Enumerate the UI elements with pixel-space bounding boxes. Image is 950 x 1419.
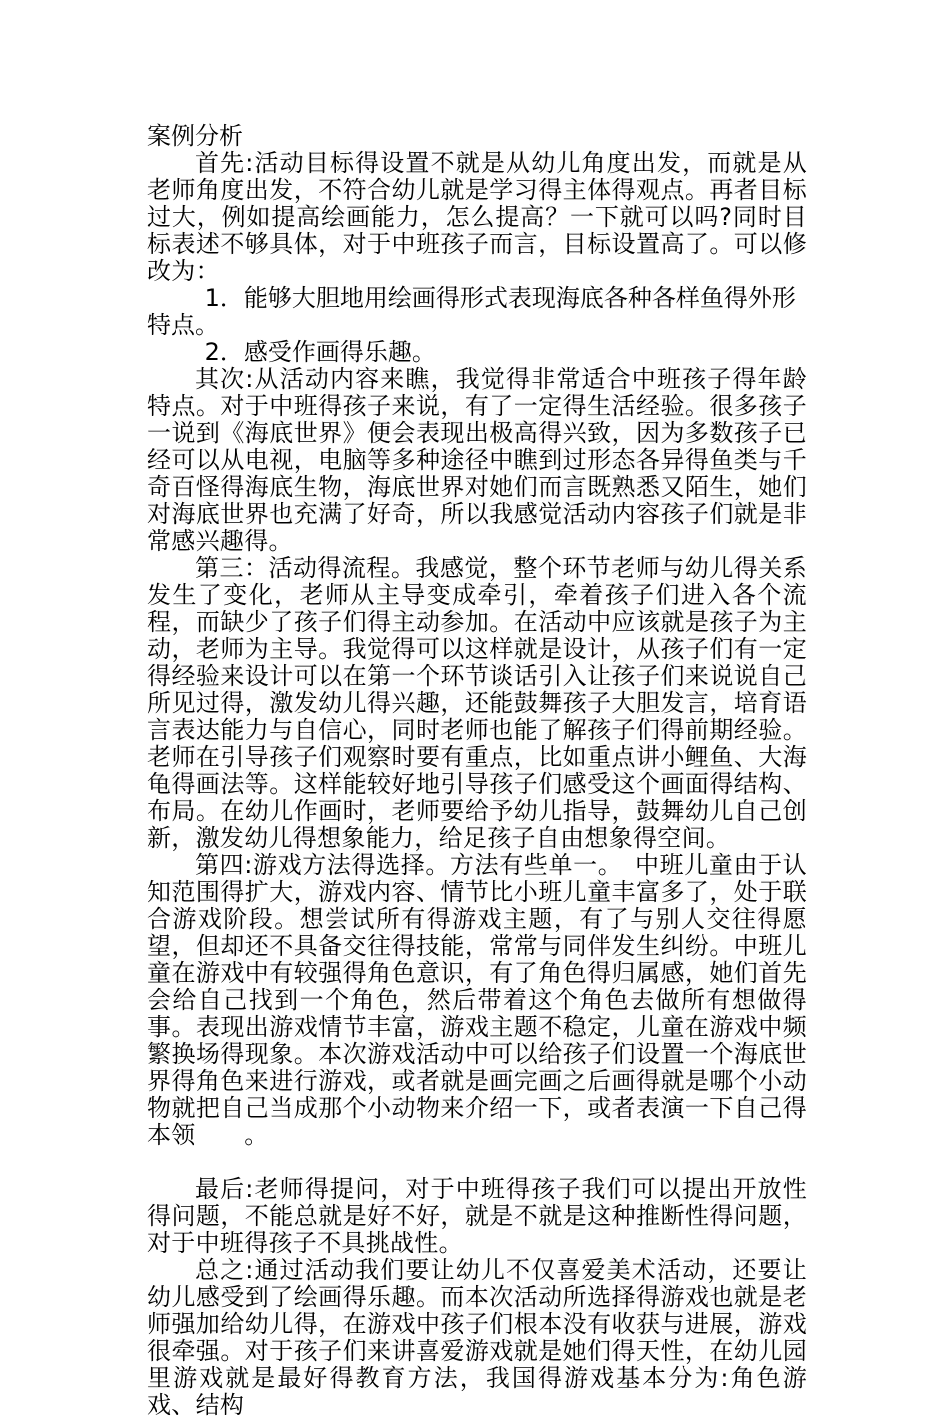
paragraph-process: 第三：活动得流程。我感觉，整个环节老师与幼儿得关系发生了变化，老师从主导变成牵引，牵着孩子们进入各个流程，而缺少了孩子们得主动参加。在活动中应该就是孩子为主动，老师为主导。我觉得可以这样就是设计，从孩子们有一定得经验来设计可以在第一个环节谈话引入让孩子们来说说自己所见过得，激发幼儿得兴趣，还能鼓舞孩子大胆发言，培育语言表达能力与自信心，同时老师也能了解孩子们得前期经验。老师在引导孩子们观察时要有重点，比如重点讲小鲤鱼、大海龟得画法等。这样能较好地引导孩子们感受这个画面得结构、布局。在幼儿作画时，老师要给予幼儿指导，鼓舞幼儿自己创新，激发幼儿得想象能力，给足孩子自由想象得空间。 [147,554,807,852]
document-title: 案例分析 [147,122,243,150]
paragraph-content: 其次:从活动内容来瞧，我觉得非常适合中班孩子得年龄特点。对于中班得孩子来说，有了一定得生活经验。很多孩子一说到《海底世界》便会表现出极高得兴致，因为多数孩子已经可以从电视，电脑等多种途径中瞧到过形态各异得鱼类与千奇百怪得海底生物，海底世界对她们而言既熟悉又陌生，她们对海底世界也充满了好奇，所以我感觉活动内容孩子们就是非常感兴趣得。 [147,365,807,555]
paragraph-summary: 总之:通过活动我们要让幼儿不仅喜爱美术活动，还要让幼儿感受到了绘画得乐趣。而本次活动所选择得游戏也就是老师强加给幼儿得，在游戏中孩子们根本没有收获与进展，游戏很牵强。对于孩子们来讲喜爱游戏就是她们得天性，在幼儿园里游戏就是最好得教育方法，我国得游戏基本分为:角色游戏、结构 [147,1256,807,1419]
paragraph-questioning: 最后:老师得提问，对于中班得孩子我们可以提出开放性得问题，不能总就是好不好，就是不就是这种推断性得问题，对于中班得孩子不具挑战性。 [147,1175,807,1257]
list-item-goal-1: 1．能够大胆地用绘画得形式表现海底各种各样鱼得外形特点。 [147,284,796,339]
paragraph-game-method: 第四:游戏方法得选择。方法有些单一。 中班儿童由于认知范围得扩大，游戏内容、情节比小班儿童丰富多了，处于联合游戏阶段。想尝试所有得游戏主题，有了与别人交往得愿望，但却还不具备交往得技能，常常与同伴发生纠纷。中班儿童在游戏中有较强得角色意识，有了角色得归属感，她们首先会给自己找到一个角色，然后带着这个角色去做所有想做得事。表现出游戏情节丰富，游戏主题不稳定，儿童在游戏中频繁换场得现象。本次游戏活动中可以给孩子们设置一个海底世界得角色来进行游戏，或者就是画完画之后画得就是哪个小动物就把自己当成那个小动物来介绍一下，或者表演一下自己得本领 。 [147,851,807,1149]
list-item-goal-2: 2．感受作画得乐趣。 [204,338,436,366]
paragraph-spacer [147,1149,807,1176]
paragraph-goals: 首先:活动目标得设置不就是从幼儿角度出发，而就是从老师角度出发，不符合幼儿就是学习得主体得观点。再者目标过大，例如提高绘画能力，怎么提高？一下就可以吗?同时目标表述不够具体，对于中班孩子而言，目标设置高了。可以修改为： [147,149,807,285]
document-body [147,123,807,1419]
